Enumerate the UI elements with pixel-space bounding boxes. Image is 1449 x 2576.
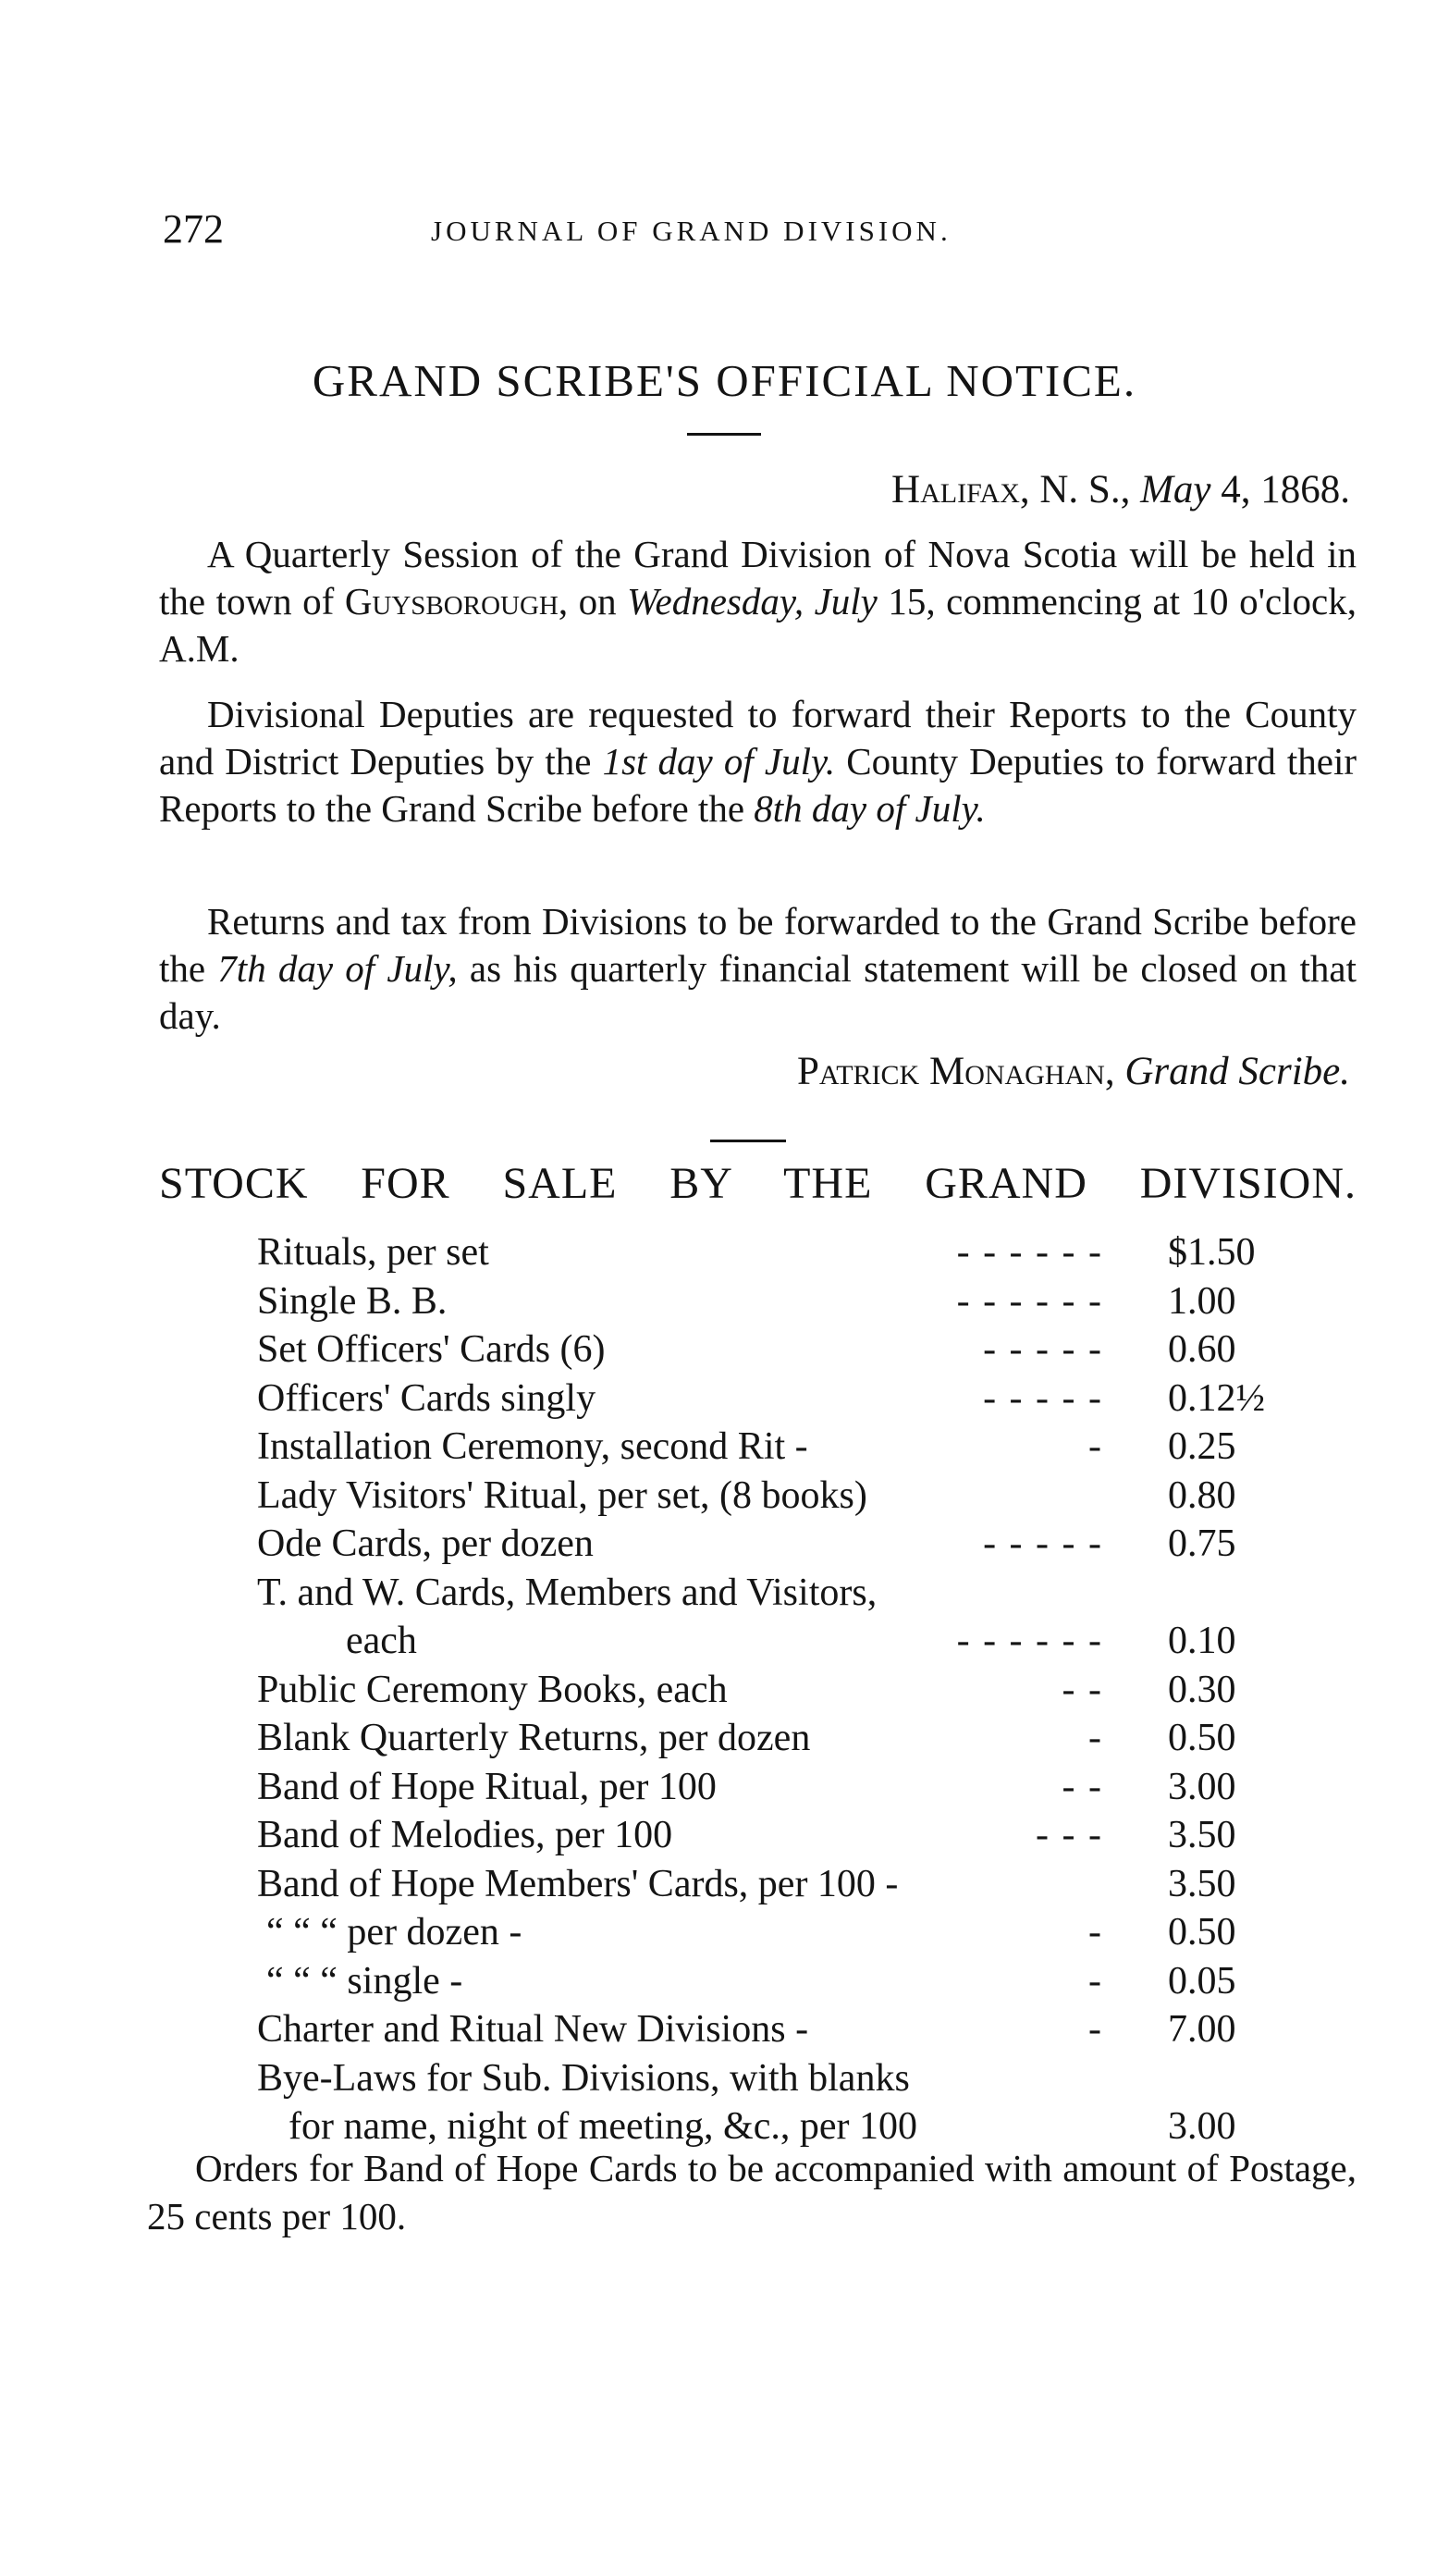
orders-note: Orders for Band of Hope Cards to be accompanied with amount of Postage, 25 cents per 100. [147, 2147, 1357, 2237]
item-label: “ “ “ single - [266, 1959, 463, 2003]
item-label: for name, night of meeting, &c., per 100 [289, 2105, 917, 2148]
stock-price-list [257, 1230, 1274, 2153]
leader-dashes: - [1088, 2008, 1103, 2051]
town-name: Guysborough [344, 580, 559, 622]
stock-row [257, 1765, 1274, 1814]
item-label: Band of Melodies, per 100 [257, 1814, 673, 1856]
dateline [891, 467, 1350, 512]
item-price: 0.05 [1168, 1959, 1236, 2003]
item-label: Band of Hope Ritual, per 100 [257, 1765, 717, 1808]
page-number: 272 [163, 206, 224, 252]
stock-row [257, 1571, 1274, 1620]
leader-dashes: - - - - - [983, 1522, 1103, 1565]
dateline-place: Halifax, N. S., [891, 468, 1131, 512]
stock-row [257, 1910, 1274, 1959]
leader-dashes: - [1088, 1959, 1103, 2003]
signature-title: Grand Scribe. [1124, 1050, 1350, 1093]
item-label: Charter and Ritual New Divisions - [257, 2008, 809, 2051]
notice-paragraph-session: A Quarterly Session of the Grand Division of Nova Scotia will be held in the town of Guysborough, on Wednesday, July 15, commencing at 10 o'clock, A.M. [159, 533, 1357, 670]
notice-paragraph-deputies: Divisional Deputies are requested to forward their Reports to the County and District Deputies by the 1st day of July. County Deputies to forward their Reports to the Grand Scribe before the 8th day of July. [159, 693, 1357, 830]
item-price: 3.00 [1168, 2105, 1236, 2148]
stock-row [257, 1473, 1274, 1522]
leader-dashes: - [1088, 1717, 1103, 1759]
section-rule [687, 433, 761, 436]
page-header [163, 205, 1356, 261]
item-label: Blank Quarterly Returns, per dozen [257, 1717, 811, 1759]
running-head: JOURNAL OF GRAND DIVISION. [431, 215, 952, 247]
item-label: Public Ceremony Books, each [257, 1668, 728, 1711]
leader-dashes: - - - [1036, 1814, 1103, 1856]
session-date: Wednesday, July [627, 580, 878, 622]
item-price: 3.50 [1168, 1814, 1236, 1856]
item-price: 0.75 [1168, 1522, 1236, 1565]
stock-row [257, 1230, 1274, 1279]
leader-dashes: - - - - - [983, 1328, 1103, 1371]
item-label: Single B. B. [257, 1279, 448, 1323]
item-label: Lady Visitors' Ritual, per set, (8 books) [257, 1473, 867, 1517]
item-label: Rituals, per set [257, 1231, 489, 1274]
section-rule [710, 1140, 786, 1142]
leader-dashes: - [1088, 1425, 1103, 1468]
item-price: 0.50 [1168, 1717, 1236, 1759]
item-price: 3.00 [1168, 1765, 1236, 1808]
stock-title: STOCK FOR SALE BY THE GRAND DIVISION. [159, 1159, 1357, 1208]
stock-row [257, 1522, 1274, 1571]
item-price: 7.00 [1168, 2008, 1236, 2051]
item-price: 1.00 [1168, 1279, 1236, 1323]
item-label: Band of Hope Members' Cards, per 100 - [257, 1862, 899, 1905]
item-label: Set Officers' Cards (6) [257, 1328, 606, 1371]
stock-row [257, 1716, 1274, 1765]
leader-dashes: - - - - - [983, 1376, 1103, 1420]
leader-dashes: - - [1062, 1668, 1103, 1711]
item-label: Installation Ceremony, second Rit - [257, 1425, 808, 1468]
stock-row [257, 1424, 1274, 1473]
stock-row [257, 1813, 1274, 1862]
item-label: “ “ “ per dozen - [266, 1911, 522, 1954]
item-label: each [346, 1620, 417, 1662]
item-price: 0.25 [1168, 1425, 1236, 1468]
leader-dashes: - - - - - - [956, 1231, 1103, 1274]
item-label: Officers' Cards singly [257, 1376, 596, 1420]
item-label: T. and W. Cards, Members and Visitors, [257, 1571, 878, 1614]
stock-row [257, 1619, 1274, 1668]
stock-row [257, 1376, 1274, 1425]
notice-title: GRAND SCRIBE'S OFFICIAL NOTICE. [312, 355, 1137, 406]
stock-row [257, 1959, 1274, 2008]
item-price: $1.50 [1168, 1231, 1256, 1274]
item-price: 0.60 [1168, 1328, 1236, 1371]
stock-row [257, 2007, 1274, 2056]
stock-row [257, 2056, 1274, 2105]
leader-dashes: - - - - - - [956, 1620, 1103, 1662]
leader-dashes: - - - - - - [956, 1279, 1103, 1323]
item-price: 0.12½ [1168, 1376, 1265, 1420]
dateline-day-year: 4, 1868. [1221, 468, 1350, 512]
notice-paragraph-returns: Returns and tax from Divisions to be forwarded to the Grand Scribe before the 7th day of July, as his quarterly financial statement will be closed on that day. [159, 900, 1357, 1037]
stock-row [257, 1327, 1274, 1376]
signature-name: Patrick Monaghan, [796, 1050, 1115, 1093]
item-label: Ode Cards, per dozen [257, 1522, 594, 1565]
leader-dashes: - - [1062, 1765, 1103, 1808]
item-price: 0.10 [1168, 1620, 1236, 1662]
leader-dashes: - [1088, 1911, 1103, 1954]
dateline-month: May [1140, 468, 1211, 512]
stock-row [257, 1279, 1274, 1328]
item-price: 3.50 [1168, 1862, 1236, 1905]
signature [797, 1049, 1350, 1094]
item-label: Bye-Laws for Sub. Divisions, with blanks [257, 2056, 910, 2100]
item-price: 0.80 [1168, 1473, 1236, 1517]
stock-row [257, 1862, 1274, 1911]
item-price: 0.50 [1168, 1911, 1236, 1954]
stock-row [257, 1668, 1274, 1717]
item-price: 0.30 [1168, 1668, 1236, 1711]
